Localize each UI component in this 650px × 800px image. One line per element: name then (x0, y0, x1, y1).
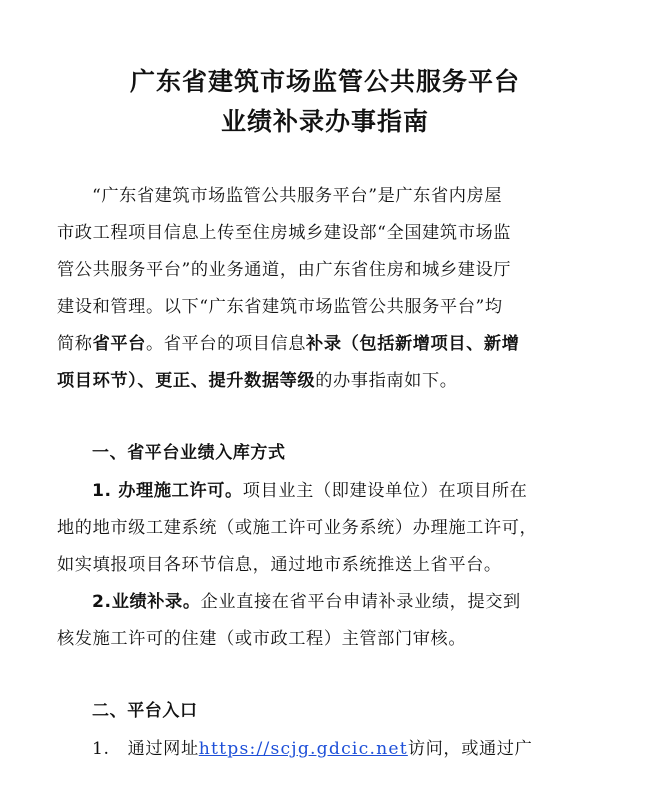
intro-text: 简称 (57, 334, 93, 354)
bold-term-provincial-platform: 省平台 (92, 334, 146, 354)
section-1-item-2-line-1 (92, 587, 650, 612)
section-1-item-1-line-1 (92, 476, 650, 501)
section-1-item-2-line-2: 核发施工许可的住建（或市政工程）主管部门审核。 (57, 629, 467, 649)
item-number: 1. (92, 739, 110, 759)
intro-line-5 (57, 329, 617, 354)
bold-term-supplement: 补录（包括新增项目、新增 (306, 334, 520, 354)
intro-line-2: 市政工程项目信息上传至住房城乡建设部“全国建筑市场监 (57, 223, 512, 243)
section-2-item-1 (92, 734, 650, 759)
section-1-item-1-line-3: 如实填报项目各环节信息，通过地市系统推送上省平台。 (57, 555, 502, 575)
section-2-heading: 二、平台入口 (92, 701, 198, 721)
intro-text: 。省平台的项目信息 (145, 334, 307, 354)
document-title-line-1: 广东省建筑市场监管公共服务平台 (129, 67, 520, 96)
item-1-title: 1. 办理施工许可。 (92, 481, 243, 501)
section-1-heading: 一、省平台业绩入库方式 (92, 443, 286, 463)
item-text: 访问，或通过广 (407, 739, 533, 759)
intro-line-4: 建设和管理。以下“广东省建筑市场监管公共服务平台”均 (57, 297, 503, 317)
item-2-title: 2.业绩补录。 (92, 592, 201, 612)
item-text: 企业直接在省平台申请补录业绩，提交到 (200, 592, 521, 612)
intro-line-1: “广东省建筑市场监管公共服务平台”是广东省内房屋 (92, 186, 503, 206)
item-text: 项目业主（即建设单位）在项目所在 (242, 481, 528, 501)
item-text: 通过网址 (127, 739, 199, 759)
section-1-item-1-line-2: 地的地市级工建系统（或施工许可业务系统）办理施工许可， (57, 518, 538, 538)
platform-url-link[interactable]: https://scjg.gdcic.net (198, 739, 408, 759)
document-title-line-2: 业绩补录办事指南 (220, 107, 429, 136)
intro-line-6 (57, 366, 617, 391)
intro-line-3: 管公共服务平台”的业务通道，由广东省住房和城乡建设厅 (57, 260, 512, 280)
bold-term-project-steps: 项目环节）、更正、提升数据等级 (57, 371, 316, 391)
intro-text: 的办事指南如下。 (315, 371, 458, 391)
